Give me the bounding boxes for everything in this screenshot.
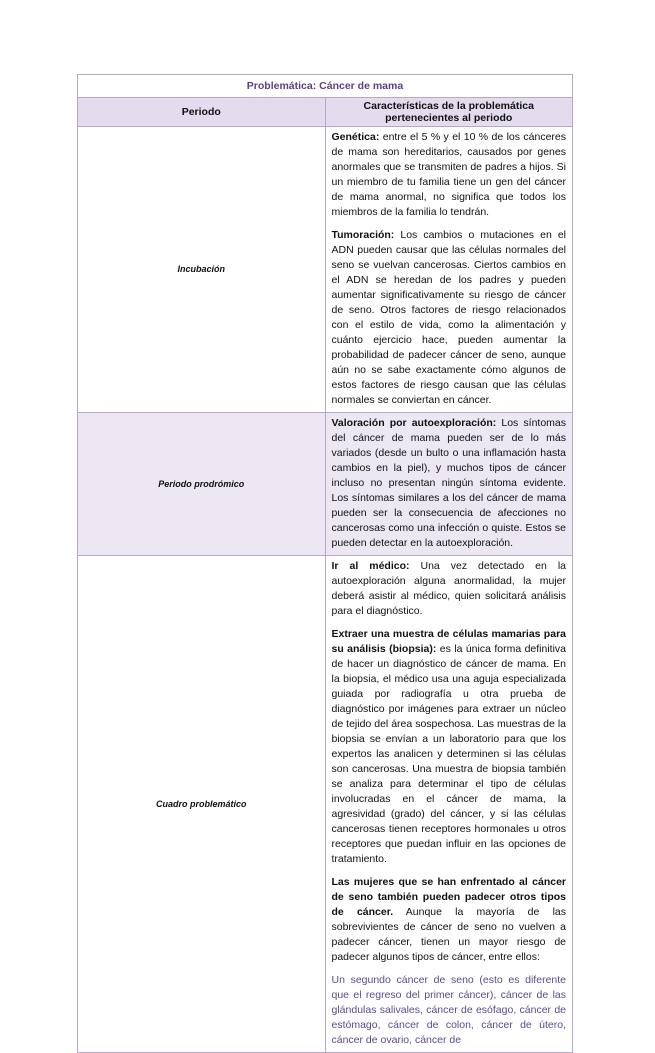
paragraph-text: entre el 5 % y el 10 % de los cánceres de mama son hereditarios, causados por genes anormales que se transmiten de padres a hijos. Si un miembro de tu familia tiene un gen del cáncer de mama anormal, no significa que todos los miembros de la familia lo tendrán. [331, 131, 566, 218]
characteristics-header: Características de la problemática pertenecientes al periodo [325, 98, 573, 127]
period-header: Periodo [78, 98, 326, 127]
title-row [78, 75, 573, 98]
content-cell [325, 556, 573, 1053]
problem-table [77, 74, 573, 1053]
paragraph-label: Genética: [331, 131, 380, 143]
paragraph-text: es la única forma definitiva de hacer un diagnóstico de cáncer de mama. En la biopsia, el médico usa una aguja especializada guiada por radiografía u otra prueba de diagnóstico por imágenes para extraer un núcleo de tejido del área sospechosa. Las muestras de la biopsia se envían a un laboratorio para que los expertos las analicen y determinen si las células son cancerosas. Una muestra de biopsia también se analiza para determinar el tipo de células involucradas en el cáncer de mama, la agresividad (grado) del cáncer, y si las células cancerosas tienen receptores hormonales u otros receptores que puedan influir en las opciones de tratamiento. [331, 643, 567, 865]
paragraph [332, 559, 567, 619]
paragraph [332, 627, 567, 867]
paragraph-label: Extraer una muestra de células mamarias para su análisis (biopsia): [331, 628, 566, 655]
content-cell [325, 413, 573, 556]
table-title: Problemática: Cáncer de mama [78, 75, 573, 98]
content-cell [325, 127, 573, 413]
paragraph-label: Ir al médico: [331, 560, 410, 572]
period-cell: Periodo prodrómico [78, 413, 326, 556]
paragraph [332, 228, 567, 408]
table-row-prodromal [78, 413, 573, 556]
table-row-incubation [78, 127, 573, 413]
paragraph-text: Los cambios o mutaciones en el ADN pueden causar que las células normales del seno se vuelvan cancerosas. Ciertos cambios en el ADN se heredan de los padres y pueden aumentar significativamente su riesgo de cáncer de seno. Otros factores de riesgo relacionados con el estilo de vida, como la alimentación y cuánto ejercicio hace, pueden aumentar la probabilidad de padecer cáncer de seno, aunque aún no se sabe exactamente cómo algunos de estos factores de riesgo causan que las células normales se conviertan en cáncer. [331, 229, 566, 406]
paragraph [332, 130, 567, 220]
period-cell: Cuadro problemático [78, 556, 326, 1053]
paragraph-text: Una vez detectado en la autoexploración alguna anormalidad, la mujer deberá asistir al médico, quien solicitará análisis para el diagnóstico. [331, 560, 566, 617]
paragraph-text: Aunque la mayoría de las sobrevivientes de cáncer de seno no vuelven a padecer cáncer, tienen un mayor riesgo de padecer algunos tipos de cáncer, entre ellos: [331, 906, 566, 963]
paragraph-label: Tumoración: [331, 229, 395, 241]
paragraph-text: Los síntomas del cáncer de mama pueden ser de lo más variados (desde un bulto o una inflamación hasta cambios en la piel), y muchos tipos de cáncer incluso no presentan ningún síntoma evidente. Los síntomas similares a los del cáncer de mama pueden ser la consecuencia de afecciones no cancerosas como una infección o quiste. Estos se pueden detectar en la autoexploración. [331, 417, 566, 549]
paragraph [332, 875, 567, 965]
table-row-problem [78, 556, 573, 1053]
paragraph [332, 416, 567, 551]
header-row [78, 98, 573, 127]
period-cell: Incubación [78, 127, 326, 413]
cancer-types-list: Un segundo cáncer de seno (esto es diferente que el regreso del primer cáncer), cáncer de las glándulas salivales, cáncer de esófago, cáncer de estómago, cáncer de colon, cáncer de útero, cáncer de ovario, cáncer de [331, 974, 566, 1046]
paragraph-label: Las mujeres que se han enfrentado al cáncer de seno también pueden padecer otros tipos de cáncer. [331, 876, 566, 918]
paragraph-label: Valoración por autoexploración: [331, 417, 497, 429]
